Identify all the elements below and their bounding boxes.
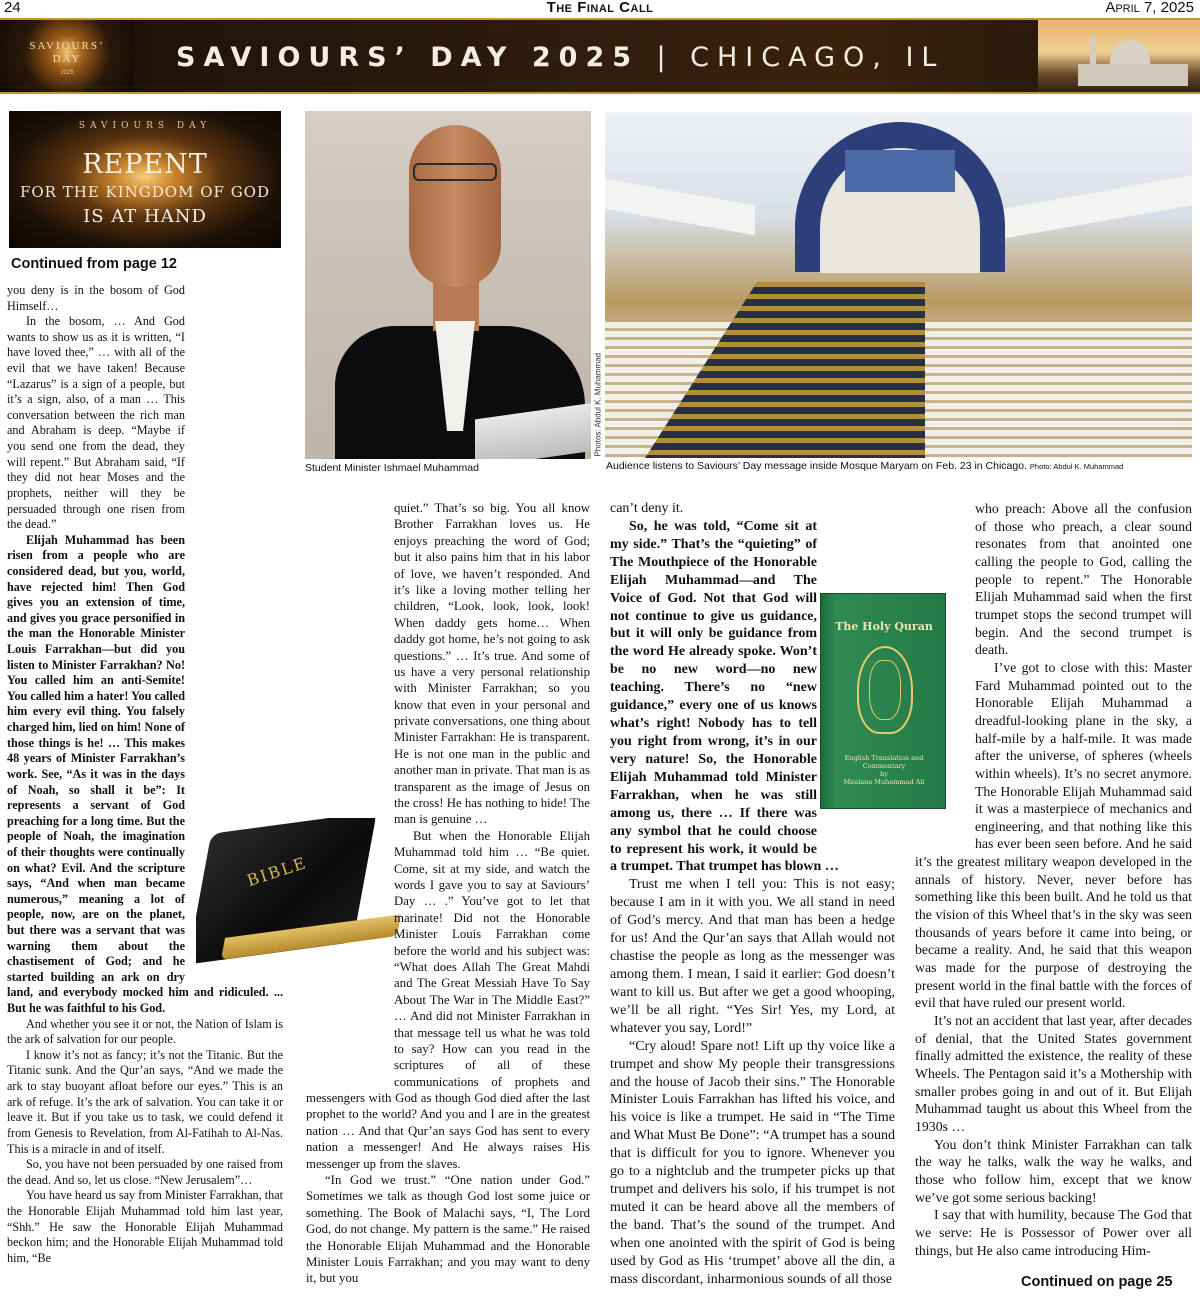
logo-title-line-1: SAVIOURS’ <box>29 40 105 52</box>
newspaper-name: The Final Call <box>546 0 654 16</box>
repent-graphic-line-3: IS AT HAND <box>83 206 207 227</box>
col3-para-4: “Cry aloud! Spare not! Lift up thy voice like a trumpet and show My people their transgressions and the house of Jacob their sins.” The Honorable Minister Louis Farrakhan has lifted his voice, and his voice is like a trumpet. He said in “The Time and What Must Be Done”: “A trumpet has a sound that is difficult for you to ignore. Whenever you go to a nightclub and the trumpeter picks up that trumpet and delivers his solo, if his trumpet is not muted it can be heard above all the members of the band. That’s the sound of the trumpet. And when one anointed with the spirit of God is being used by God as His ‘trumpet’ above all the din, a mass discordant, inharmonious sounds of all those <box>610 1038 895 1287</box>
col2-para-2: But when the Honorable Elijah Muhammad told him … “Be quiet. Come, sit at my side, and watch the words I gave you to say at Saviours’ Day … .” You’ve got to let that marinate! Did not the Honorable Minister Louis Farrakhan come before the world and his subject was: “What does Allah The Great Mahdi and The Great Messiah Have To Say About The War in The Middle East?” … And did not Minister Farrakhan in that message tell us what he was told to say? How can you read in the scriptures of all of these communications of prophets and messengers with God as though God died after the last prophet to the world? And you and I are in the greatest nation … And that Qur’an says God has sent to every nation a messenger! And He always raises His messenger up from the slaves. <box>306 828 590 1171</box>
col3-para-2: So, he was told, “Come sit at my side.” That’s the “quieting” of The Mouthpiece of the Honorable Elijah Muhammad—and The Voice of God. Not that God will not continue to give us guidance, but it will only be guidance from the word He already spoke. Won’t be no new word—no new teaching. There’s no “new guidance,” every one of us knows what’s right! Nobody has to tell you right from wrong, it’s in our very nature! So, the Honorable Elijah Muhammad told Minister Farrakhan, when he was still among us, there … If there was any symbol that he could choose to represent his work, it would be a trumpet. That trumpet has blown … <box>610 518 839 875</box>
page-number: 24 <box>4 0 21 16</box>
col4-para-3: It’s not an accident that last year, after decades of denial, that the United States government finally admitted the existence, the reality of these Wheels. The Pentagon said it’s a Mothership with smaller probes going in and out of it. But Elijah Muhammad taught us about this Wheel from the 1930s … <box>915 1013 1192 1134</box>
col4-para-5: I say that with humility, because The God that we serve: He is Possessor of Power over all things, but He also came introducing Him- <box>915 1207 1192 1258</box>
col1-para-1: you deny is in the bosom of God Himself… <box>7 283 185 313</box>
sanctuary-caption: Audience listens to Saviours’ Day message inside Mosque Maryam on Feb. 23 in Chicago. Photo: Abdul K. Muhammad <box>606 460 1124 472</box>
minister-photo <box>305 111 591 459</box>
logo-title-line-2: DAY <box>52 53 82 65</box>
repent-graphic <box>9 111 281 248</box>
col4-para-4: You don’t think Minister Farrakhan can talk the way he talks, walk the way he walks, and those who follow him, except that we know we’ve got some serious backing! <box>915 1136 1192 1205</box>
folio-line <box>0 0 1200 18</box>
col3-para-1: can’t deny it. <box>610 501 684 516</box>
continued-from: Continued from page 12 <box>11 256 177 272</box>
section-banner <box>0 18 1200 94</box>
quran-cover-by: by <box>880 770 888 778</box>
col1-para-3: Elijah Muhammad has been risen from a people who are considered dead, but you, world, have rejected him! Then God gives you an extension of time, and gives you grace personified in the man the Honorable Minister Louis Farrakhan—but did you listen to Minister Farrakhan? No! You called him an anti-Semite! You called him a hater! You called him every evil thing. You falsely charged him, lied on him! None of those things is he! … This makes 48 years of Minister Farrakhan’s work. See, “As it was in the days of Noah, so shall it be”: It represents a servant of God preaching for a long time. But the people of Noah, the imagination of their thoughts were continually on what? Evil. And the scripture says, “And when man became numerous,” meaning a lot of people, now, are on the planet, but there was a servant that was warning them about the chastisement of God; and he started building an ark on dry land, and everybody mocked him and ridiculed. ... But he was faithful to his God. <box>7 532 283 1016</box>
quran-cover-author: Maulana Muhammad Ali <box>843 778 925 786</box>
quran-cover-title: The Holy Quran <box>835 620 933 633</box>
col1-para-5: I know it’s not as fancy; it’s not the Titanic. But the Titanic sunk. And the Qur’an says, “And we made the ark to stay buoyant afloat before our eyes.” This is an ark of refuge. It’s the ark of salvation. You can take it or leave it. But if you take us to task, we could defend it from Genesis to Revelation, from Al-Fatihah to Al-Nas. This is a miracle in and of itself. <box>7 1047 283 1156</box>
col4-para-2: I’ve got to close with this: Master Fard Muhammad pointed out to the Honorable Elijah Muhammad a dreadful-looking plane in the sky, a half-mile by a half-mile. It was made after the universe, of spheres (wheels within wheels). It’s no secret anymore. The Honorable Elijah Muhammad said it was a masterpiece of mechanics and engineering, and that nothing like this has ever been seen before. And he said it’s the greatest military weapon developed in the annals of history. Never, never before has something like this been built. And he told us that the vision of this Wheel that’s in the sky was seen thousands of years before it came into being, or became a reality. And, he said that this weapon was made for the purpose of destroying the present world in the final battle with the forces of evil that have ruled our present world. <box>915 659 1192 1011</box>
minister-photo-credit: Photos: Abdul K. Muhammad <box>593 352 603 457</box>
saviours-day-logo <box>0 20 134 92</box>
article-column-3 <box>610 500 895 1295</box>
col3-para-3: Trust me when I tell you: This is not easy; because I am in it with you. We all stand in need of God’s mercy. And that man has been a hedge for us! And the Qur’an says that Allah would not chastise the people as long as the messenger was among them. I mean, I said it earlier: God doesn’t want to kill us. But after we get a good whooping, we’ll be all right. “Yes Sir! Yes, my Lord, at whatever you say, Lord!” <box>610 877 895 1036</box>
issue-date: April 7, 2025 <box>1105 0 1194 16</box>
article-column-4 <box>915 500 1192 1270</box>
col2-para-3: “In God we trust.” “One nation under God.” Sometimes we talk as though God lost some juice or something. The Book of Malachi says, “I, The Lord God, do not change. My pattern is the same.” He raised the Honorable Elijah Muhammad and the Honorable Minister Louis Farrakhan; and you may want to deny it, but you <box>306 1173 590 1286</box>
repent-graphic-top: SAVIOURS DAY <box>78 121 212 131</box>
col2-para-1: quiet.” That’s so big. You all know Brother Farrakhan loves us. He enjoys preaching the word of God; but it also pains him that in his labor of love, we haven’t responded. And it’s like a loving mother telling her children, “Look, look, look, look! When daddy gets home… When daddy got home, he’s not going to ask questions.” … It’s true. And some of us have a very personal relationship with Minister Farrakhan; so you know that even in your personal and private conversations, one thing about Minister Farrakhan: He is transparent. He is not one man in the public and another man in private. That man is as transparent as the image of Jesus on the cross! He has nothing to hide! The man is genuine … <box>394 501 590 827</box>
sanctuary-photo <box>605 112 1192 458</box>
bible-cover-word: BIBLE <box>244 852 310 891</box>
banner-city: CHICAGO, IL <box>690 42 945 73</box>
banner-event: SAVIOURS’ DAY 2025 <box>176 42 640 73</box>
col1-para-4: And whether you see it or not, the Nation of Islam is the ark of salvation for our people. <box>7 1016 283 1047</box>
col1-para-7: You have heard us say from Minister Farrakhan, that the Honorable Elijah Muhammad told him last year, “Shh.” He saw the Honorable Elijah Muhammad beckon him; and the Honorable Elijah Muhammad told him, “Be <box>7 1188 283 1265</box>
col1-para-2: In the bosom, … And God wants to show us as it is written, “I have loved thee,” … with all of the evil that we have taken! Because “Lazarus” is a sign of a people, but it’s a sign, also, of a man … This conversation between the rich man and Abraham is deep. “Maybe if you send one from the dead, they will repent.” But Abraham said, “If they did not hear Moses and the prophets, neither will they be persuaded through one risen from the dead.” <box>7 314 185 532</box>
article-column-2 <box>306 500 590 1295</box>
col4-para-1: who preach: Above all the confusion of those who preach, a clear sound resonates from that anointed one calling the people to God, calling the people to repent.” The Honorable Elijah Muhammad said when the first trumpet stops the second trumpet will begin. And the second trumpet is death. <box>975 501 1192 658</box>
banner-title <box>176 42 944 73</box>
banner-separator: | <box>656 42 674 73</box>
minister-caption: Student Minister Ishmael Muhammad <box>305 462 479 474</box>
logo-year: 2025 <box>60 70 74 76</box>
repent-graphic-line-1: REPENT <box>82 149 208 180</box>
continued-on: Continued on page 25 <box>1021 1274 1173 1290</box>
article-column-1 <box>7 283 283 1293</box>
sanctuary-credit: Photo: Abdul K. Muhammad <box>1029 462 1124 471</box>
col1-para-6: So, you have not been persuaded by one raised from the dead. And so, let us close. “New Jerusalem”… <box>7 1157 283 1187</box>
quran-cover-subtitle: English Translation and Commentary <box>844 754 924 770</box>
mosque-maryam-image <box>1038 20 1200 92</box>
repent-graphic-line-2: FOR THE KINGDOM OF GOD <box>19 183 271 201</box>
